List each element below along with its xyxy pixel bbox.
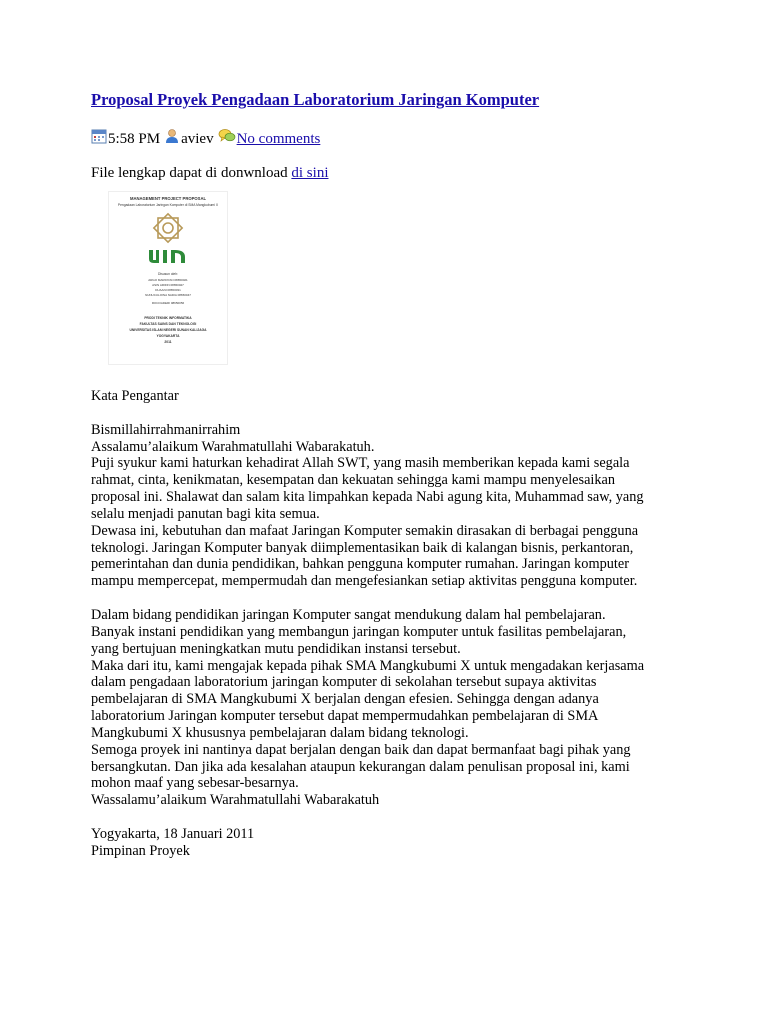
body-line: mampu mempercepat, mempermudah dan mengefesiankan setiap aktivitas pengguna komputer. [91,573,638,590]
body-line: selalu menjadi panutan bagi kita semua. [91,505,320,522]
blank-line [91,405,701,422]
body-line: Mangkubumi X khususnya pembelajaran dalam bidang teknologi. [91,724,469,741]
body-line: proposal ini. Shalawat dan salam kita limpahkan kepada Nabi agung kita, Muhammad saw, yang [91,489,644,506]
cover-heading: MANAGEMENT PROJECT PROPOSAL [129,196,207,201]
body-line: Banyak instani pendidikan yang membangun jaringan komputer untuk fasilitas pembelajaran, [91,623,627,640]
body-line: rahmat, cinta, kenikmatan, kesempatan dan kekuatan sehingga kami mampu menyelesaikan [91,472,616,489]
cover-member: ASIN ARIFIN 08650027 [152,283,184,287]
body-line: dalam pengadaan laboratorium jaringan komputer di sekolahan tersebut supaya aktivitas [91,674,597,691]
section-heading: Kata Pengantar [91,388,179,404]
body-line: Semoga proyek ini nantinya dapat berjalan dengan baik dan dapat bermanfaat bagi pihak yang [91,741,631,758]
cover-disusun: Disusun oleh: [158,272,178,276]
cover-member: ROCOADERI 08650056 [151,301,185,305]
comment-icon [218,128,236,150]
body-line: Dalam bidang pendidikan jaringan Komputer sangat mendukung dalam hal pembelajaran. [91,606,606,623]
body-line: Bismillahirrahmanirrahim [91,421,241,438]
post-author: aviev [181,131,214,147]
cover-member: NUNUCULOINA NADIA 08650047 [145,293,191,297]
body-line: pemerintahan dan dunia pendidikan, bahkan pengguna komputer rumahan. Jaringan komputer [91,556,629,573]
post-meta [91,128,320,150]
post-title-link[interactable]: Proposal Proyek Pengadaan Laboratorium Jaringan Komputer [91,90,540,109]
uin-logo-icon [147,248,189,264]
body-line: Yogyakarta, 18 Januari 2011 [91,825,255,842]
post-time: 5:58 PM [108,131,161,147]
body-line: pembelajaran di SMA Mangkubumi X berjalan dengan efesien. Sehingga dengan adanya [91,691,599,708]
proposal-cover-thumbnail[interactable] [108,191,228,365]
cover-member: DUAANI 08650031 [155,288,181,292]
cover-footer: FAKULTAS SAINS DAN TEKNOLOGI [139,322,197,326]
download-text: File lengkap dapat di donwnload [91,165,292,181]
body-line: Assalamu’alaikum Warahmatullahi Wabarakatuh. [91,438,375,455]
download-line [91,164,328,182]
cover-footer: 2011 [164,340,172,344]
user-icon [164,128,180,150]
ornament-logo-icon [150,212,186,246]
cover-footer: PRODI TEKNIK INFORMATIKA [144,316,192,320]
calendar-icon [91,128,107,150]
download-link[interactable]: di sini [291,165,329,181]
body-line: laboratorium Jaringan komputer tersebut dapat mempermudahkan pembelajaran di SMA [91,708,599,725]
body-line: yang bertujuan meningkatkan mutu pendidikan instansi tersebut. [91,640,461,657]
body-line: Dewasa ini, kebutuhan dan mafaat Jaringan Komputer semakin dirasakan di berbagai pengguna [91,522,639,539]
cover-member: ARGO MARDIYAN 08650021 [148,278,188,282]
cover-footer: UNIVERSITAS ISLAM NEGERI SUNAN KALIJAGA [129,328,207,332]
uin-logo [147,248,189,264]
post-body [91,388,701,860]
body-line: teknologi. Jaringan Komputer banyak diimplementasikan baik di kalangan bisnis, perkantoran, [91,539,634,556]
body-line: mohon maaf yang sebesar-besarnya. [91,775,299,792]
body-line: Puji syukur kami haturkan kehadirat Allah SWT, yang masih memberikan kepada kami segala [91,455,630,472]
body-line: bersangkutan. Dan jika ada kesalahan ataupun kekurangan dalam penulisan proposal ini, kami [91,758,630,775]
blank-line [91,809,701,826]
cover-footer: YOGYAKARTA [156,334,180,338]
body-line: Pimpinan Proyek [91,842,190,859]
body-line: Maka dari itu, kami mengajak kepada pihak SMA Mangkubumi X untuk mengadakan kerjasama [91,657,645,674]
comments-link[interactable]: No comments [236,131,321,147]
blank-line [91,590,701,607]
body-line: Wassalamu’alaikum Warahmatullahi Wabarakatuh [91,792,380,809]
cover-subheading: Pengadaan Laboratorium Jaringan Komputer di SMA Mangkubumi X [117,203,219,207]
